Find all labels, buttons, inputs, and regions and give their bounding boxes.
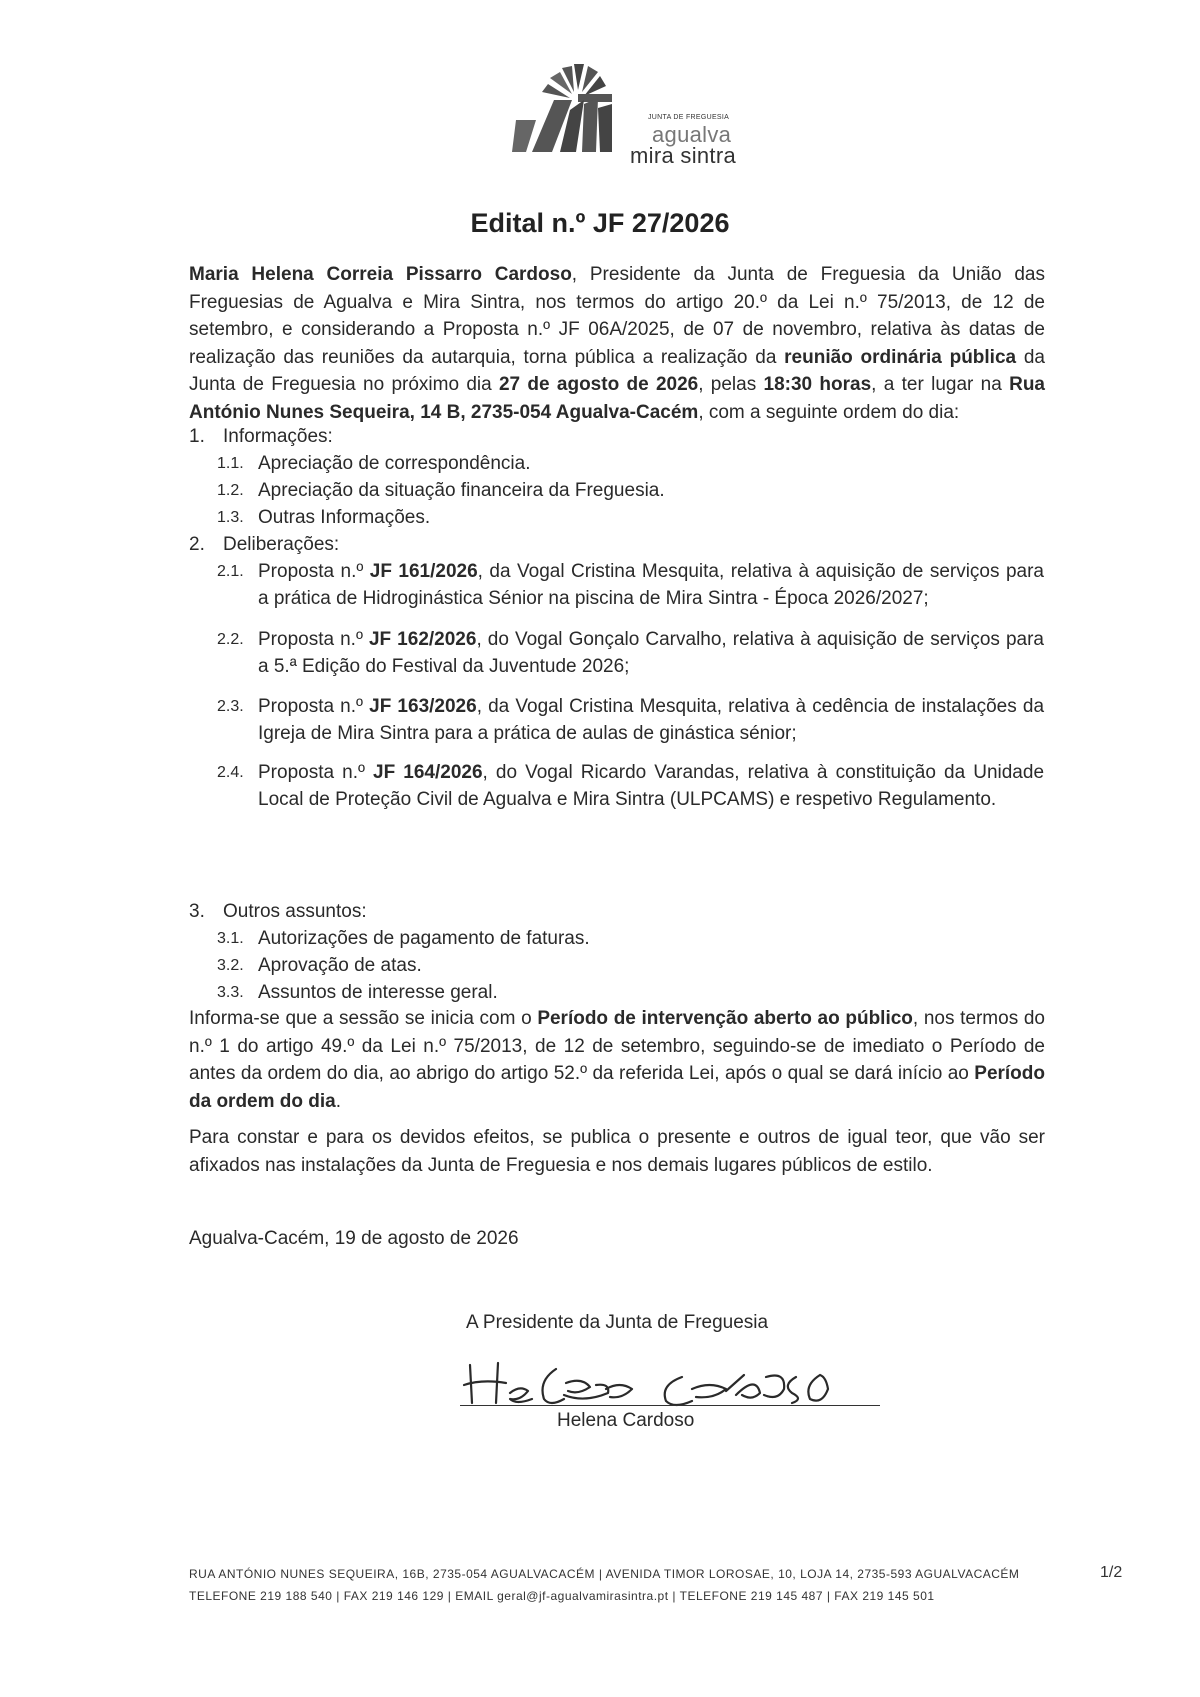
proposal-ref: JF 162/2026 [368, 629, 477, 650]
item-text [258, 626, 1044, 680]
intro-text-1: , Presidente da Junta de Freguesia da União das Freguesias de Agualva e Mira Sintra, nos termos do artigo 20.º da Lei n.º 75/2013, de 12 de setembro, e considerando a Proposta n.º JF 06A/2025, de 07 de novembro, relativa às datas de realização das reuniões da autarquia, torna pública a realização da [189, 264, 1045, 368]
intro-text-5: , com a seguinte ordem do dia: [698, 401, 960, 423]
intro-text-3: , pelas [698, 374, 764, 395]
section-number: 2. [189, 534, 205, 555]
item-prefix: Proposta n.º [258, 561, 370, 582]
public-intervention-period: Período de intervenção aberto ao público [537, 1008, 913, 1029]
handwritten-signature [460, 1355, 900, 1415]
section-label: Informações: [223, 426, 333, 447]
item-number: 2.3. [217, 698, 244, 715]
section-number: 1. [189, 426, 205, 447]
meeting-type: reunião ordinária pública [784, 346, 1017, 368]
footer [189, 1563, 1019, 1607]
item-text: Apreciação de correspondência. [258, 453, 531, 474]
item-desc: , do Vogal Ricardo Varandas, relativa à constituição da Unidade Local de Proteção Civil de Agualva e Mira Sintra (ULPCAMS) e respetivo Regulamento. [258, 762, 1045, 810]
item-number: 3.2. [217, 957, 244, 974]
meeting-date: 27 de agosto de 2026 [498, 374, 699, 395]
item-prefix: Proposta n.º [258, 629, 369, 650]
agenda-period: Período da ordem do dia [189, 1063, 1045, 1112]
logo-subtitle: JUNTA DE FREGUESIA [648, 114, 730, 121]
publication-paragraph: Para constar e para os devidos efeitos, se publica o presente e outros de igual teor, que vão ser afixados nas instalações da Junta de Freguesia e nos demais lugares públicos de estilo. [189, 1127, 1045, 1176]
edital-title: Edital n.º JF 27/2026 [470, 208, 730, 238]
item-number: 1.3. [217, 509, 244, 526]
item-text: Assuntos de interesse geral. [258, 982, 498, 1003]
meeting-address: Rua António Nunes Sequeira, 14 B, 2735-054 Agualva-Cacém [189, 374, 1045, 423]
item-desc: , da Vogal Cristina Mesquita, relativa à cedência de instalações da Igreja de Mira Sintra para a prática de aulas de ginástica sénior; [258, 696, 1045, 744]
closing-paragraph [189, 1005, 1045, 1115]
logo-name-line1: agualva [652, 122, 732, 147]
place-and-date: Agualva-Cacém, 19 de agosto de 2026 [189, 1228, 519, 1249]
footer-addresses: RUA ANTÓNIO NUNES SEQUEIRA, 16B, 2735-054 AGUALVACACÉM | AVENIDA TIMOR LOROSAE, 10, LOJA 14, 2735-593 AGUALVACACÉM [189, 1567, 1020, 1581]
section-label: Deliberações: [223, 534, 340, 555]
item-text: Aprovação de atas. [258, 955, 422, 976]
item-text: Outras Informações. [258, 507, 431, 528]
closing-text-2: , nos termos do n.º 1 do artigo 49.º da Lei n.º 75/2013, de 12 de setembro, seguindo-se de imediato o Período de antes da ordem do dia, ao abrigo do artigo 52.º da referida Lei, após o qual se dará início ao [189, 1008, 1045, 1084]
junta-logo [512, 60, 752, 170]
item-desc: , do Vogal Gonçalo Carvalho, relativa à aquisição de serviços para a 5.ª Edição do Festival da Juventude 2026; [258, 629, 1044, 677]
intro-text-2: da Junta de Freguesia no próximo dia [189, 346, 1045, 395]
logo-name-line2: mira sintra [630, 143, 736, 168]
proposal-ref: JF 164/2026 [373, 762, 483, 783]
item-number: 1.2. [217, 482, 244, 499]
item-desc: , da Vogal Cristina Mesquita, relativa à aquisição de serviços para a prática de Hidroginástica Sénior na piscina de Mira Sintra - Época 2026/2027; [258, 561, 1044, 609]
proposal-ref: JF 161/2026 [369, 561, 478, 582]
item-number: 1.1. [217, 455, 244, 472]
logo-emblem-icon [512, 60, 642, 170]
item-text [258, 558, 1044, 612]
proposal-ref: JF 163/2026 [369, 696, 477, 717]
item-prefix: Proposta n.º [258, 696, 370, 717]
signature-title: A Presidente da Junta de Freguesia [466, 1312, 769, 1333]
item-prefix: Proposta n.º [258, 762, 374, 783]
item-text: Autorizações de pagamento de faturas. [258, 928, 590, 949]
item-number: 2.4. [217, 764, 244, 781]
item-number: 2.2. [217, 631, 244, 648]
item-number: 3.1. [217, 930, 244, 947]
intro-paragraph [189, 261, 1045, 426]
page-number: 1/2 [1100, 1564, 1123, 1581]
closing-text-1: Informa-se que a sessão se inicia com o [189, 1008, 538, 1029]
item-text: Apreciação da situação financeira da Freguesia. [258, 480, 665, 501]
item-text [258, 693, 1044, 747]
signatory-name: Helena Cardoso [557, 1410, 695, 1431]
meeting-time: 18:30 horas [763, 374, 872, 395]
item-number: 3.3. [217, 984, 244, 1001]
intro-text-4: , a ter lugar na [871, 374, 1010, 395]
item-text [258, 759, 1044, 813]
closing-text-3: . [335, 1090, 342, 1112]
president-name: Maria Helena Correia Pissarro Cardoso [189, 264, 572, 285]
item-number: 2.1. [217, 563, 244, 580]
footer-contacts: TELEFONE 219 188 540 | FAX 219 146 129 | EMAIL geral@jf-agualvamirasintra.pt | TELEFONE 219 145 487 | FAX 219 145 501 [189, 1589, 935, 1603]
section-number: 3. [189, 901, 205, 922]
section-label: Outros assuntos: [223, 901, 367, 922]
signature-line [460, 1405, 880, 1406]
